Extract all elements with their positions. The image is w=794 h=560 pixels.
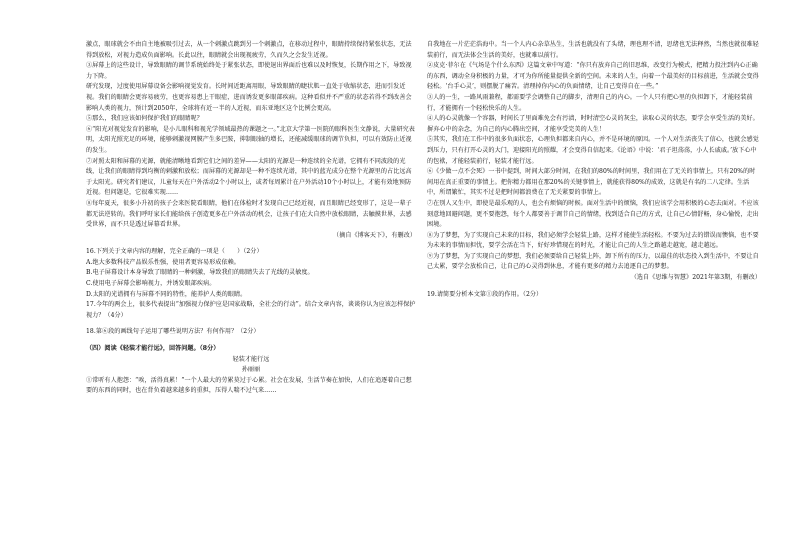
article-author: 孙丽丽 [241,366,261,374]
question-19: 19.请简要分析本文第①段的作用。（2分） [427,290,543,298]
option-a: A.绝大多数科技产品娱乐性强，使用者更容易形成依赖。 [86,258,240,266]
paragraph: ⑥《少做一点不会死》一书中提到，时间大部分时间，在我们的80%的时间里，我们用在了无关的事情上，只有20%的时间用在真正重要的事情上。把你精力都用在那20%的关键事情上，就能获得80%的成效，这就是有名的二八定律。生活中，所谓繁忙，其实不过是把时间都浪费在了无关紧要的事情上。 [427,168,756,197]
paragraph: 研究发现，过度使用屏幕设备会影响视觉发育。长时间近距离用眼，导致眼睛的睫状肌一直处于收缩状态，进而引发近视。我们的眼睛会更容易疲劳，也更容易患上干眼症，进而诱发更多眼部疾病。这种看似并不严重的状态若得不到改善会影响人类的视力，预计到2050年，全球将有近一半的人近视，而东亚地区这个比例会更高。 [86,83,412,112]
question-16: 16.下列关于文章内容的理解，完全正确的一项是（ ）（2分） [86,248,263,256]
question-17: 17.今年的两会上，很多代表提出“加强视力保护应是国家战略，全社会的行动”。结合文章内容，谈谈你认为应该怎样保护视力？（4分） [86,301,416,319]
paragraph: ④人的心灵就像一个容器，时间长了里面难免会有污渍，时时清空心灵的灰尘，读取心灵的状态，要学会享受生活的美好。摒弃心中的杂念，为自己的内心腾出空间，才能享受完美的人生！ [427,115,759,133]
left-column [86,40,416,397]
paragraph: ⑧为了梦想，为了实现自己未来的目标，我们必须学会轻装上路，这样才能使生活轻松。不要为过去的错误而懊恼，也不要为未来的事情而担忧，要学会活在当下，好好珍惜现在的时光，才能让自己的人生之路越走越宽，越走越远。 [427,231,759,250]
paragraph: ③人的一生，一路风雨兼程，都需要学会调整自己的脚步，清理自己的内心。一个人只有把心里的负担卸下，才能轻装前行，才能拥有一个轻松快乐的人生。 [427,93,753,112]
paragraph: ⑧每年夏天，很多小升初的孩子会来医院看眼睛，他们在体检时才发现自己已经近视，而且眼睛已经变形了，这是一辈子都无法逆转的。我们呼吁家长们能给孩子创造更多在户外活动的机会，让孩子们在大自然中放松眼睛，去触摸世界，去感受世界，而不只是透过屏幕看世界。 [86,199,412,229]
article-title: 轻装才能行远 [232,355,270,363]
paragraph: ①常听有人抱怨：“唉，活得真累！”一个人最大的劳累莫过于心累。社会在发展，生活节奏在加快，人们在追逐着自己想要的东西的同时，也在背负着越来越多的重担，压得人喘不过气来…… [86,376,412,395]
option-c: C.使用电子屏幕会影响视力，并诱发眼部疾病。 [86,280,216,288]
paragraph: ⑤那么，我们应该如何保护我们的眼睛呢？ [86,115,203,123]
paragraph: ⑥“阳光对视觉发育的影响，是小儿眼科和视光学领域最热的课题之一。”北京大学第一医院的眼科医生文静说，大量研究表明，太阳光照充足的环境，能够刺激视网膜产生多巴胺，抑制眼轴的增长，还能减缓眼球的调节负担，可以有效防止近视的发生。 [86,125,415,154]
paragraph: 激点，眼球就会不由自主地被吸引过去，从一个刺激点跳到另一个刺激点，在移动过程中，眼睛持续保持紧张状态，无法得到放松，对视力造成负面影响。长此以往，眼睛就会出现视疲劳，久而久之会发生近视。 [86,41,412,59]
paragraph: ⑦在别人又生中，即使是最乐观的人，也会有烦恼的时候。面对生活中的烦恼，我们应该学会用积极的心态去面对。不应该刻意地回避问题，更不要抱怨，每个人都要善于调节自己的情绪，找到适合自己的方式，让自己心情舒畅，身心愉悦，走出困境。 [427,199,759,229]
section-heading: （四）阅读《轻装才能行远》，回答问题。（8分） [86,345,220,353]
paragraph: ⑦对照太阳和屏幕的光源，就能清晰地看到它们之间的差异——太阳的光源是一种连续的全光谱，它拥有不同波段的光线，让我们的眼睛得到均衡的刺激和放松；而屏幕的光源却是一种不连续光谱，其中的蓝光成分在整个光源里的占比远高于太阳光。研究者们建议，儿童每天在户外活动2个小时以上，或者每周累计在户外活动10个小时以上，才能有效地预防近视。但问题是，它很难实现…… [86,157,412,197]
paragraph: ⑨为了梦想，为了实现自己的梦想，我们必须要给自己轻装上阵，卸下所有的压力，以最佳的状态投入到生活中，不要让自己太累，要学会放松自己，让自己的心灵得到休息，才能有更多的精力去追逐自己的梦想。 [427,252,759,271]
paragraph: 自我地在一片茫茫浩海中。当一个人内心杂草丛生，生活也就没有了头绪，理也理不清，思绪也无法释然，当然也就很难轻装前行，而无法体会生活的美好，也就难以前行。 [427,41,759,59]
paragraph: ③屏幕上的这些设计，导致眼睛的调节系统始终处于紧张状态，即使退出界面后也难以及时恢复，长期作用之下，导致视力下降。 [86,62,412,80]
option-d: D.太阳的光谱拥有与屏幕不同的特性，能养护人类的眼睛。 [86,290,247,298]
paragraph: ⑤其实，我们在工作中的很多负面状态，心理负担都来自内心，并不是环境的原因。一个人对生活丧失了信心，也就会感觉到压力，只有打开心灵的大门，迎接阳光的照耀，才会变得自信起来。《论语》中说：‘君子坦荡荡，小人长戚戚。’放下心中的包袱，才能轻装前行，轻装才能行远。 [427,136,759,165]
right-column [427,40,761,300]
option-b: B.电子屏幕设计本身导致了眼睛的一种刺激，导致我们的眼睛失去了光线的灵敏度。 [86,269,314,277]
paragraph: ②皮克·菲尔在《气场是个什么东西》这篇文章中写道：“你只有放弃自己的旧思维，改变行为模式，把精力投注到内心正确的东西，调动全身积极的力量，才可为你所能量提供全新的空间。未来的人生，向着一个最美好的目标前进，生活就会变得轻松。‘台手心灵’，则摆脱了痛苦。清理掉你内心的负面情绪，让自己变得自在一些。” [427,62,759,91]
question-18: 18.第⑥段的画线句子运用了哪些说明方法？有何作用？（2分） [86,328,260,336]
source-note: （摘自《博客天下》，有删改） [333,231,416,239]
source-note: （选自《思维与智慧》2021年第3期，有删改） [630,274,761,282]
